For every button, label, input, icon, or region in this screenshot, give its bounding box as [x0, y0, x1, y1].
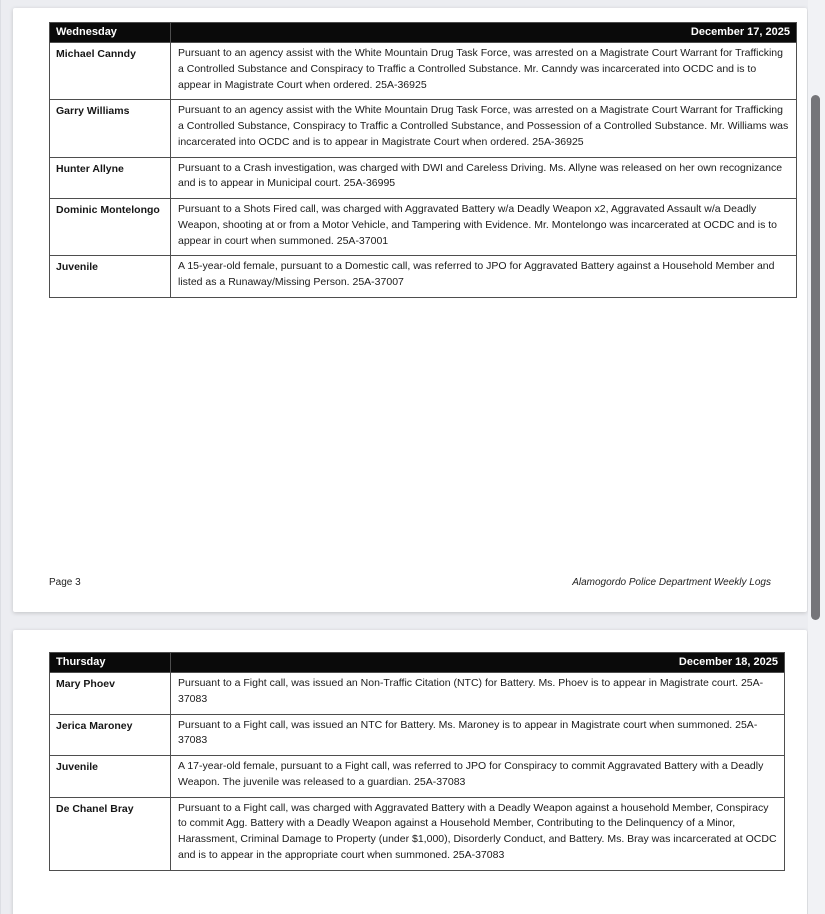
- table-header-row: [50, 653, 785, 673]
- page-footer: [49, 577, 771, 588]
- table-row: [50, 43, 797, 100]
- incident-description: Pursuant to a Fight call, was issued an NTC for Battery. Ms. Maroney is to appear in Magistrate court when summoned. 25A-37083: [171, 714, 785, 756]
- document-title: Alamogordo Police Department Weekly Logs: [572, 577, 771, 588]
- document-page-4: [13, 630, 807, 914]
- wednesday-log-table: [49, 22, 797, 298]
- table-row: [50, 673, 785, 715]
- thursday-log-table: [49, 652, 785, 871]
- subject-name: Jerica Maroney: [50, 714, 171, 756]
- subject-name: Hunter Allyne: [50, 157, 171, 199]
- table-row: [50, 756, 785, 798]
- subject-name: Garry Williams: [50, 100, 171, 157]
- incident-description: Pursuant to an agency assist with the White Mountain Drug Task Force, was arrested on a Magistrate Court Warrant for Trafficking a Controlled Substance and Conspiracy to Traffic a Controlled Substance. Mr. Canndy was incarcerated into OCDC and is to appear in Magistrate Court when ordered. 25A-36925: [171, 43, 797, 100]
- date-header: December 17, 2025: [171, 23, 797, 43]
- subject-name: Dominic Montelongo: [50, 199, 171, 256]
- incident-description: A 17-year-old female, pursuant to a Fight call, was referred to JPO for Conspiracy to commit Aggravated Battery with a Deadly Weapon. The juvenile was released to a guardian. 25A-37083: [171, 756, 785, 798]
- table-header-row: [50, 23, 797, 43]
- incident-description: Pursuant to a Fight call, was charged with Aggravated Battery with a Deadly Weapon against a household Member, Conspiracy to commit Agg. Battery with a Deadly Weapon against a Household Member, Contributing to the Delinquency of a Minor, Harassment, Criminal Damage to Property (under $1,000), Disorderly Conduct, and Battery. Ms. Bray was incarcerated at OCDC and is to appear in the appropriate court when summoned. 25A-37083: [171, 797, 785, 870]
- incident-description: A 15-year-old female, pursuant to a Domestic call, was referred to JPO for Aggravated Battery against a Household Member and listed as a Runaway/Missing Person. 25A-37007: [171, 256, 797, 298]
- table-row: [50, 797, 785, 870]
- subject-name: De Chanel Bray: [50, 797, 171, 870]
- incident-description: Pursuant to a Shots Fired call, was charged with Aggravated Battery w/a Deadly Weapon x2, Aggravated Assault w/a Deadly Weapon, shooting at or from a Motor Vehicle, and Tampering with Evidence. Mr. Montelongo was incarcerated at OCDC and is to appear in court when summoned. 25A-37001: [171, 199, 797, 256]
- table-row: [50, 256, 797, 298]
- incident-description: Pursuant to a Fight call, was issued an Non-Traffic Citation (NTC) for Battery. Ms. Phoev is to appear in Magistrate court. 25A-37083: [171, 673, 785, 715]
- subject-name: Juvenile: [50, 256, 171, 298]
- scrollbar-thumb[interactable]: [811, 95, 820, 620]
- vertical-scrollbar[interactable]: [808, 0, 825, 914]
- table-row: [50, 100, 797, 157]
- table-row: [50, 157, 797, 199]
- incident-description: Pursuant to an agency assist with the White Mountain Drug Task Force, was arrested on a Magistrate Court Warrant for Trafficking a Controlled Substance, Conspiracy to Traffic a Controlled Substance, and Possession of a Controlled Substance. Mr. Williams was incarcerated into OCDC and is to appear in Magistrate Court when ordered. 25A-36925: [171, 100, 797, 157]
- date-header: December 18, 2025: [171, 653, 785, 673]
- document-page-3: [13, 8, 807, 612]
- table-row: [50, 199, 797, 256]
- day-header: Wednesday: [50, 23, 171, 43]
- incident-description: Pursuant to a Crash investigation, was charged with DWI and Careless Driving. Ms. Allyne was released on her own recognizance and is to appear in Municipal court. 25A-36995: [171, 157, 797, 199]
- day-header: Thursday: [50, 653, 171, 673]
- subject-name: Juvenile: [50, 756, 171, 798]
- table-row: [50, 714, 785, 756]
- subject-name: Mary Phoev: [50, 673, 171, 715]
- page-number: Page 3: [49, 577, 81, 588]
- subject-name: Michael Canndy: [50, 43, 171, 100]
